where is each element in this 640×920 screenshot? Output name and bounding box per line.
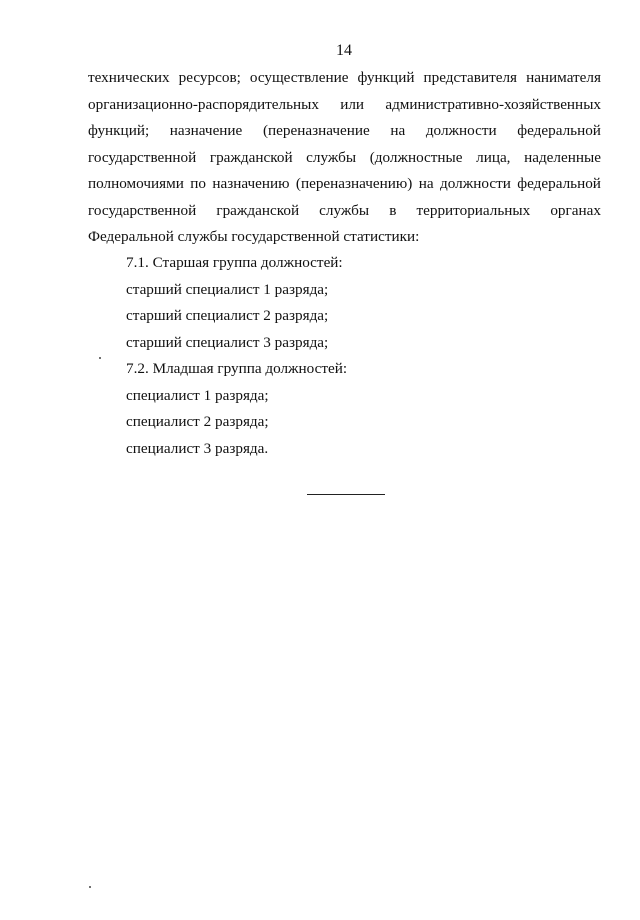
paragraph-line	[88, 118, 601, 145]
word: функций;	[88, 122, 150, 139]
list-group-heading: 7.2. Младшая группа должностей:	[126, 360, 348, 377]
word: по	[190, 175, 206, 192]
list-item: специалист 2 разряда;	[126, 413, 269, 430]
paragraph-line	[88, 198, 601, 225]
word: федеральной	[517, 175, 601, 192]
word: полномочиями	[88, 175, 184, 192]
word: (переназначению)	[295, 175, 413, 192]
body-paragraph	[88, 65, 601, 251]
word: должности	[425, 122, 497, 139]
position-list	[126, 250, 347, 462]
word: осуществление	[249, 69, 349, 86]
word: назначение	[169, 122, 243, 139]
word: (переназначение	[262, 122, 370, 139]
word: технических	[88, 69, 170, 86]
list-group-heading: 7.1. Старшая группа должностей:	[126, 254, 343, 271]
word: назначению	[212, 175, 290, 192]
list-item: старший специалист 1 разряда;	[126, 280, 329, 298]
word: территориальных	[416, 201, 531, 219]
list-item: специалист 3 разряда.	[126, 439, 269, 457]
paragraph-line	[88, 171, 601, 198]
list-item: старший специалист 2 разряда;	[126, 307, 329, 324]
word: на	[390, 122, 406, 139]
word: органах	[550, 201, 601, 219]
word: на	[418, 175, 434, 192]
word: или	[340, 95, 365, 113]
word: лица,	[476, 148, 511, 166]
list-item: специалист 1 разряда;	[126, 386, 269, 404]
word: организационно-распорядительных	[88, 95, 319, 113]
word: наделенные	[524, 148, 601, 166]
paragraph-line	[88, 92, 601, 119]
word: должности	[440, 175, 511, 192]
scan-artifact-dot	[89, 886, 91, 888]
word: функций	[357, 69, 415, 86]
word: службы	[319, 201, 370, 219]
end-divider-line	[307, 494, 385, 495]
word: в	[389, 201, 397, 219]
word: федеральной	[517, 122, 601, 139]
word: гражданской	[209, 148, 293, 166]
list-item: старший специалист 3 разряда;	[126, 333, 329, 351]
word: службы	[306, 148, 357, 166]
word: государственной	[88, 201, 197, 219]
word: гражданской	[216, 201, 300, 219]
word: ресурсов;	[178, 69, 241, 86]
word: представителя	[423, 69, 518, 86]
scan-artifact-dot	[99, 357, 101, 359]
paragraph-last-line: Федеральной службы государственной статистики:	[88, 228, 420, 245]
paragraph-line	[88, 145, 601, 172]
word: государственной	[88, 148, 197, 166]
word: нанимателя	[526, 69, 601, 86]
paragraph-line	[88, 65, 601, 92]
word: административно-хозяйственных	[385, 95, 601, 113]
word: (должностные	[369, 148, 463, 166]
page-number: 14	[336, 42, 352, 59]
